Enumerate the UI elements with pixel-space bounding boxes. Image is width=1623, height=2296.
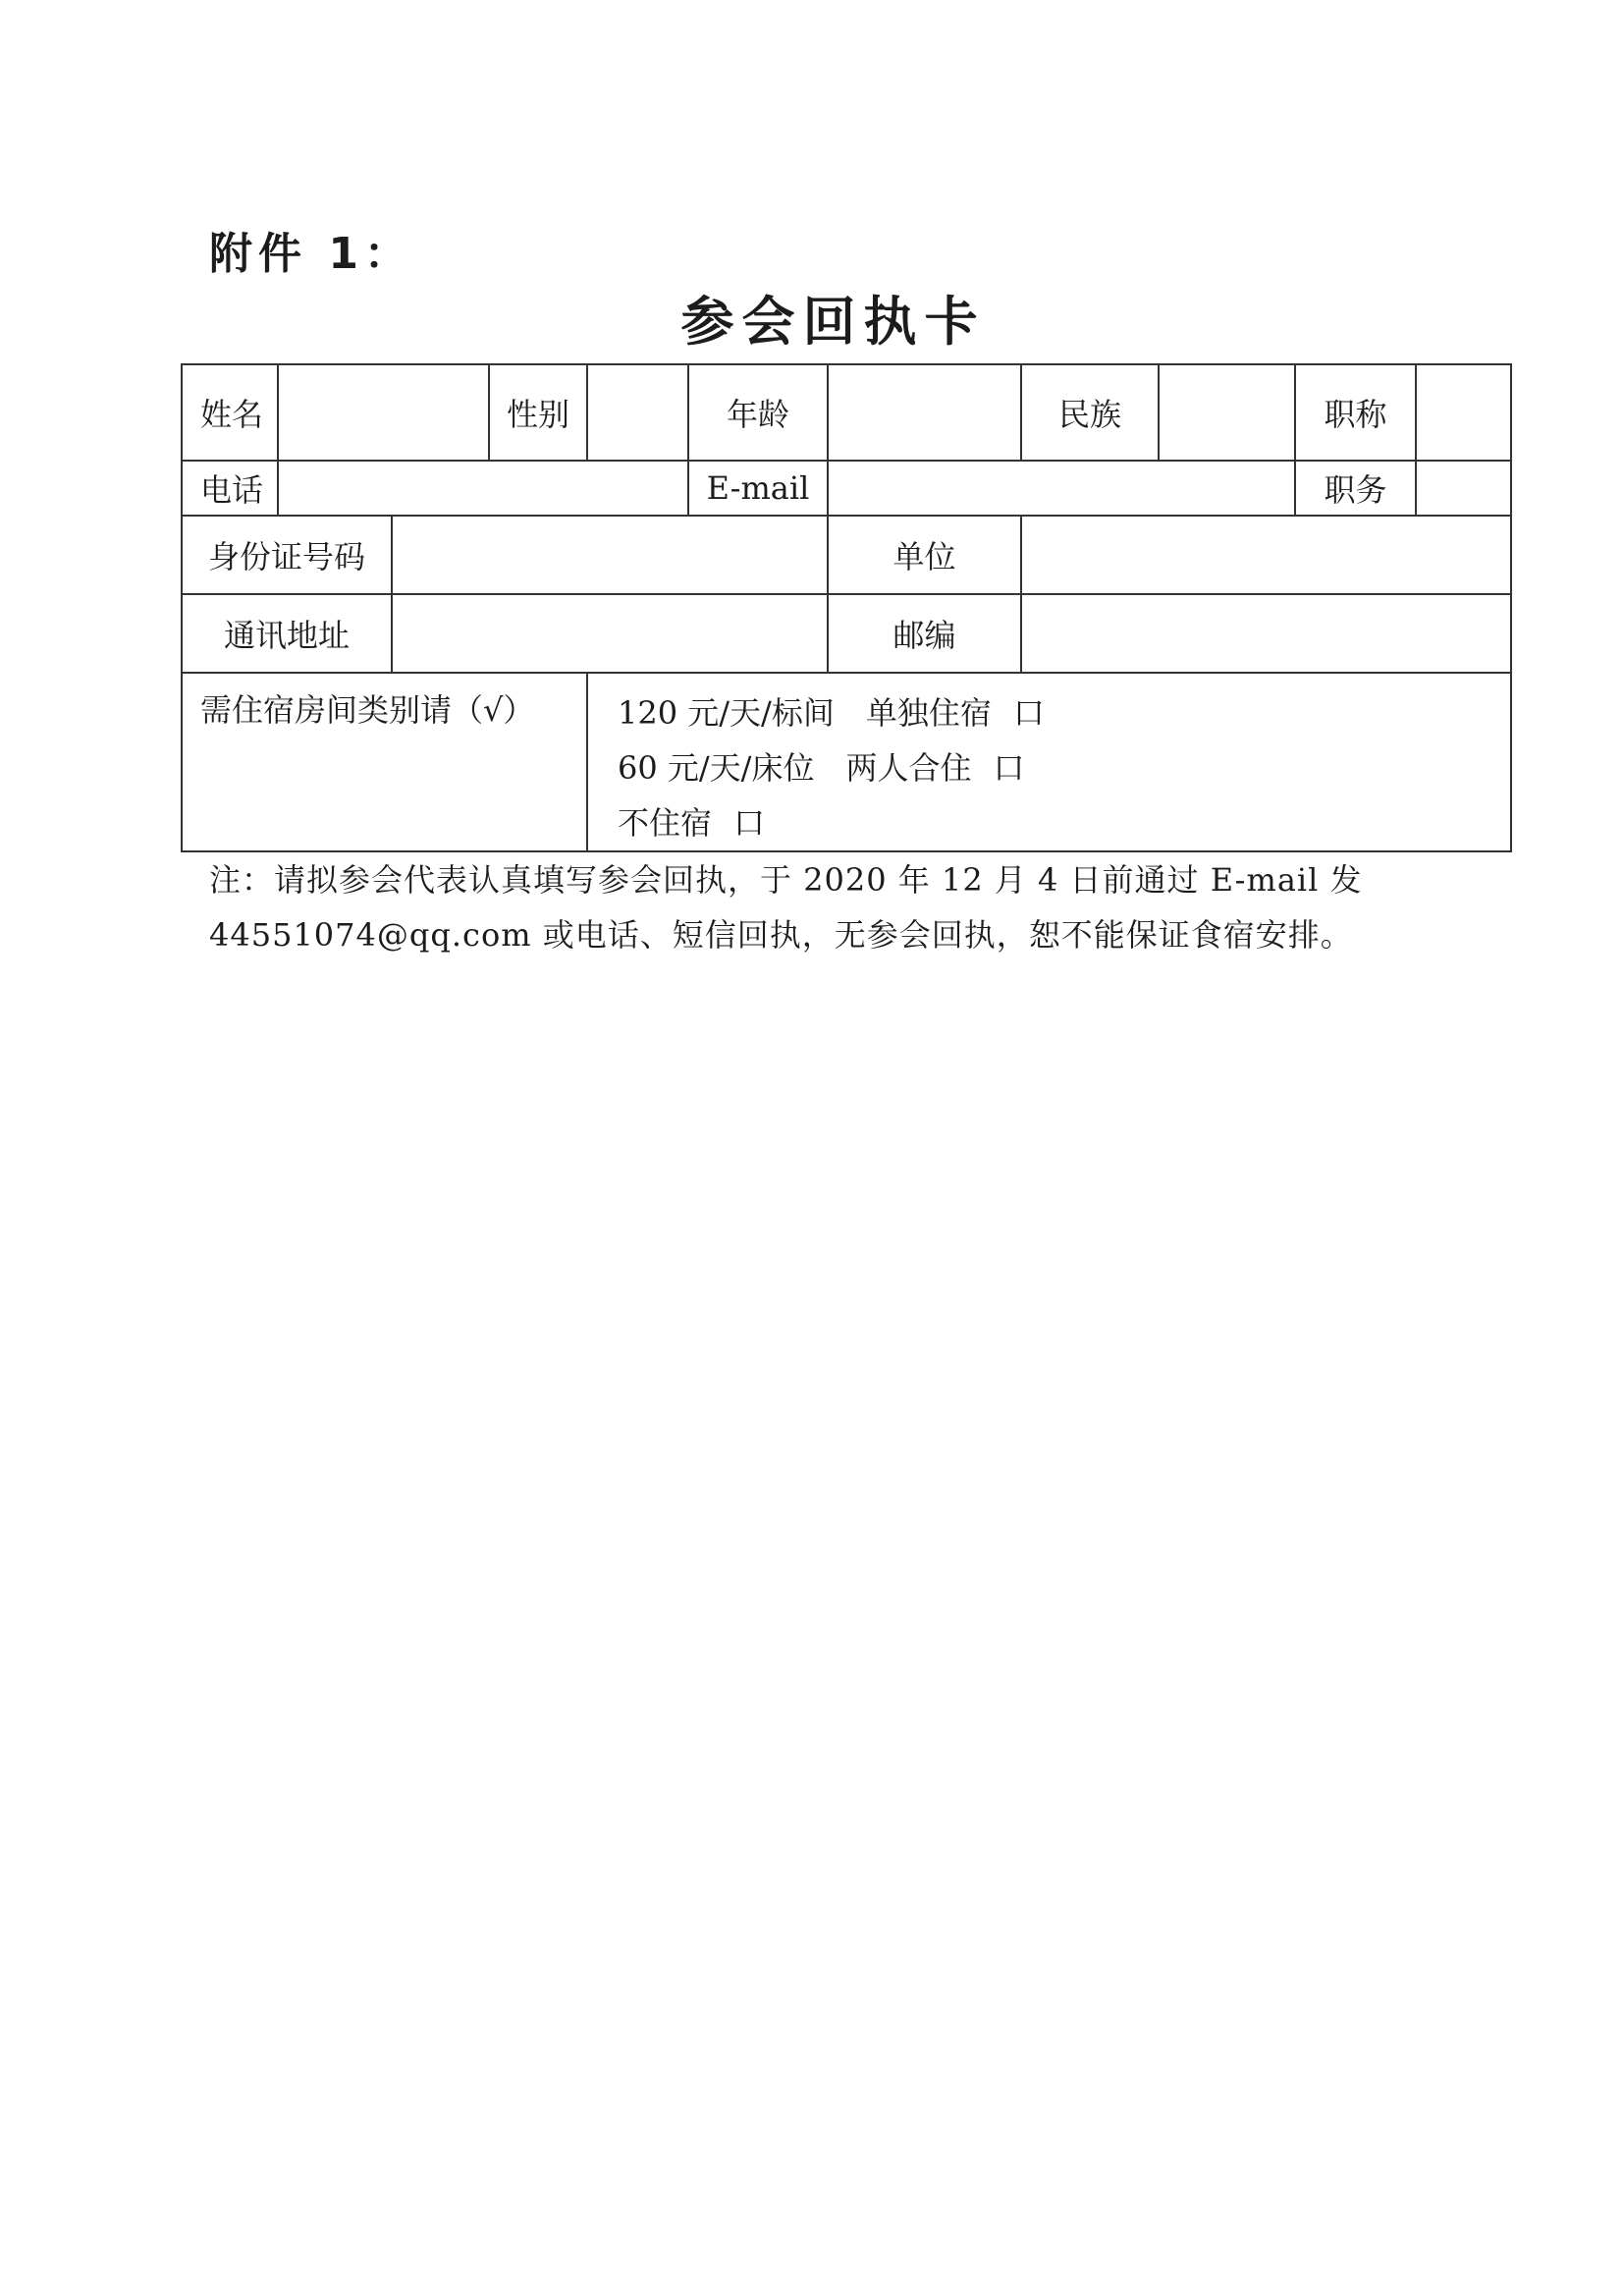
- checkbox-icon[interactable]: 口: [1012, 694, 1045, 732]
- postcode-label: 邮编: [828, 594, 1021, 673]
- name-field[interactable]: [278, 364, 489, 461]
- lodging-option-text: 60 元/天/床位 两人合住: [618, 749, 972, 787]
- title-text: 参会回执卡: [680, 291, 986, 353]
- prof-title-field[interactable]: [1415, 365, 1510, 460]
- postcode-field[interactable]: [1021, 594, 1511, 673]
- title-cell: [1295, 364, 1511, 461]
- note-line-2: 44551074@qq.com 或电话、短信回执，无参会回执，恕不能保证食宿安排。: [209, 916, 1353, 954]
- checkbox-icon[interactable]: 口: [993, 749, 1025, 787]
- lodging-option-single[interactable]: [618, 685, 1510, 740]
- email-label: E-mail: [688, 461, 828, 516]
- registration-form: [181, 363, 1512, 852]
- phone-label: 电话: [182, 461, 278, 516]
- position-label: 职务: [1324, 471, 1387, 509]
- id-number-field[interactable]: [392, 516, 828, 594]
- lodging-option-text: 不住宿: [618, 804, 713, 842]
- checkbox-icon[interactable]: 口: [733, 804, 766, 842]
- gender-field[interactable]: [587, 364, 688, 461]
- note-line-1: 注：请拟参会代表认真填写参会回执，于 2020 年 12 月 4 日前通过 E-mail 发: [209, 861, 1363, 899]
- lodging-options: [587, 673, 1511, 851]
- note: [209, 852, 1486, 962]
- age-label: 年龄: [688, 364, 828, 461]
- address-field[interactable]: [392, 594, 828, 673]
- ethnicity-label: 民族: [1021, 364, 1159, 461]
- lodging-option-shared[interactable]: [618, 740, 1510, 795]
- email-field[interactable]: [828, 461, 1295, 516]
- name-label: 姓名: [182, 364, 278, 461]
- page-title: [0, 280, 1623, 355]
- lodging-option-text: 120 元/天/标间 单独住宿: [618, 694, 992, 732]
- lodging-label: 需住宿房间类别请（√）: [182, 673, 587, 851]
- ethnicity-field[interactable]: [1159, 364, 1295, 461]
- organization-field[interactable]: [1021, 516, 1511, 594]
- attachment-label: 附件 1：: [209, 229, 413, 279]
- organization-label: 单位: [828, 516, 1021, 594]
- age-field[interactable]: [828, 364, 1021, 461]
- phone-field[interactable]: [278, 461, 688, 516]
- position-cell: [1295, 461, 1511, 516]
- address-label: 通讯地址: [182, 594, 392, 673]
- id-number-label: 身份证号码: [182, 516, 392, 594]
- gender-label: 性别: [489, 364, 587, 461]
- lodging-option-none[interactable]: [618, 795, 1510, 850]
- position-field[interactable]: [1415, 462, 1510, 515]
- prof-title-label: 职称: [1324, 396, 1387, 433]
